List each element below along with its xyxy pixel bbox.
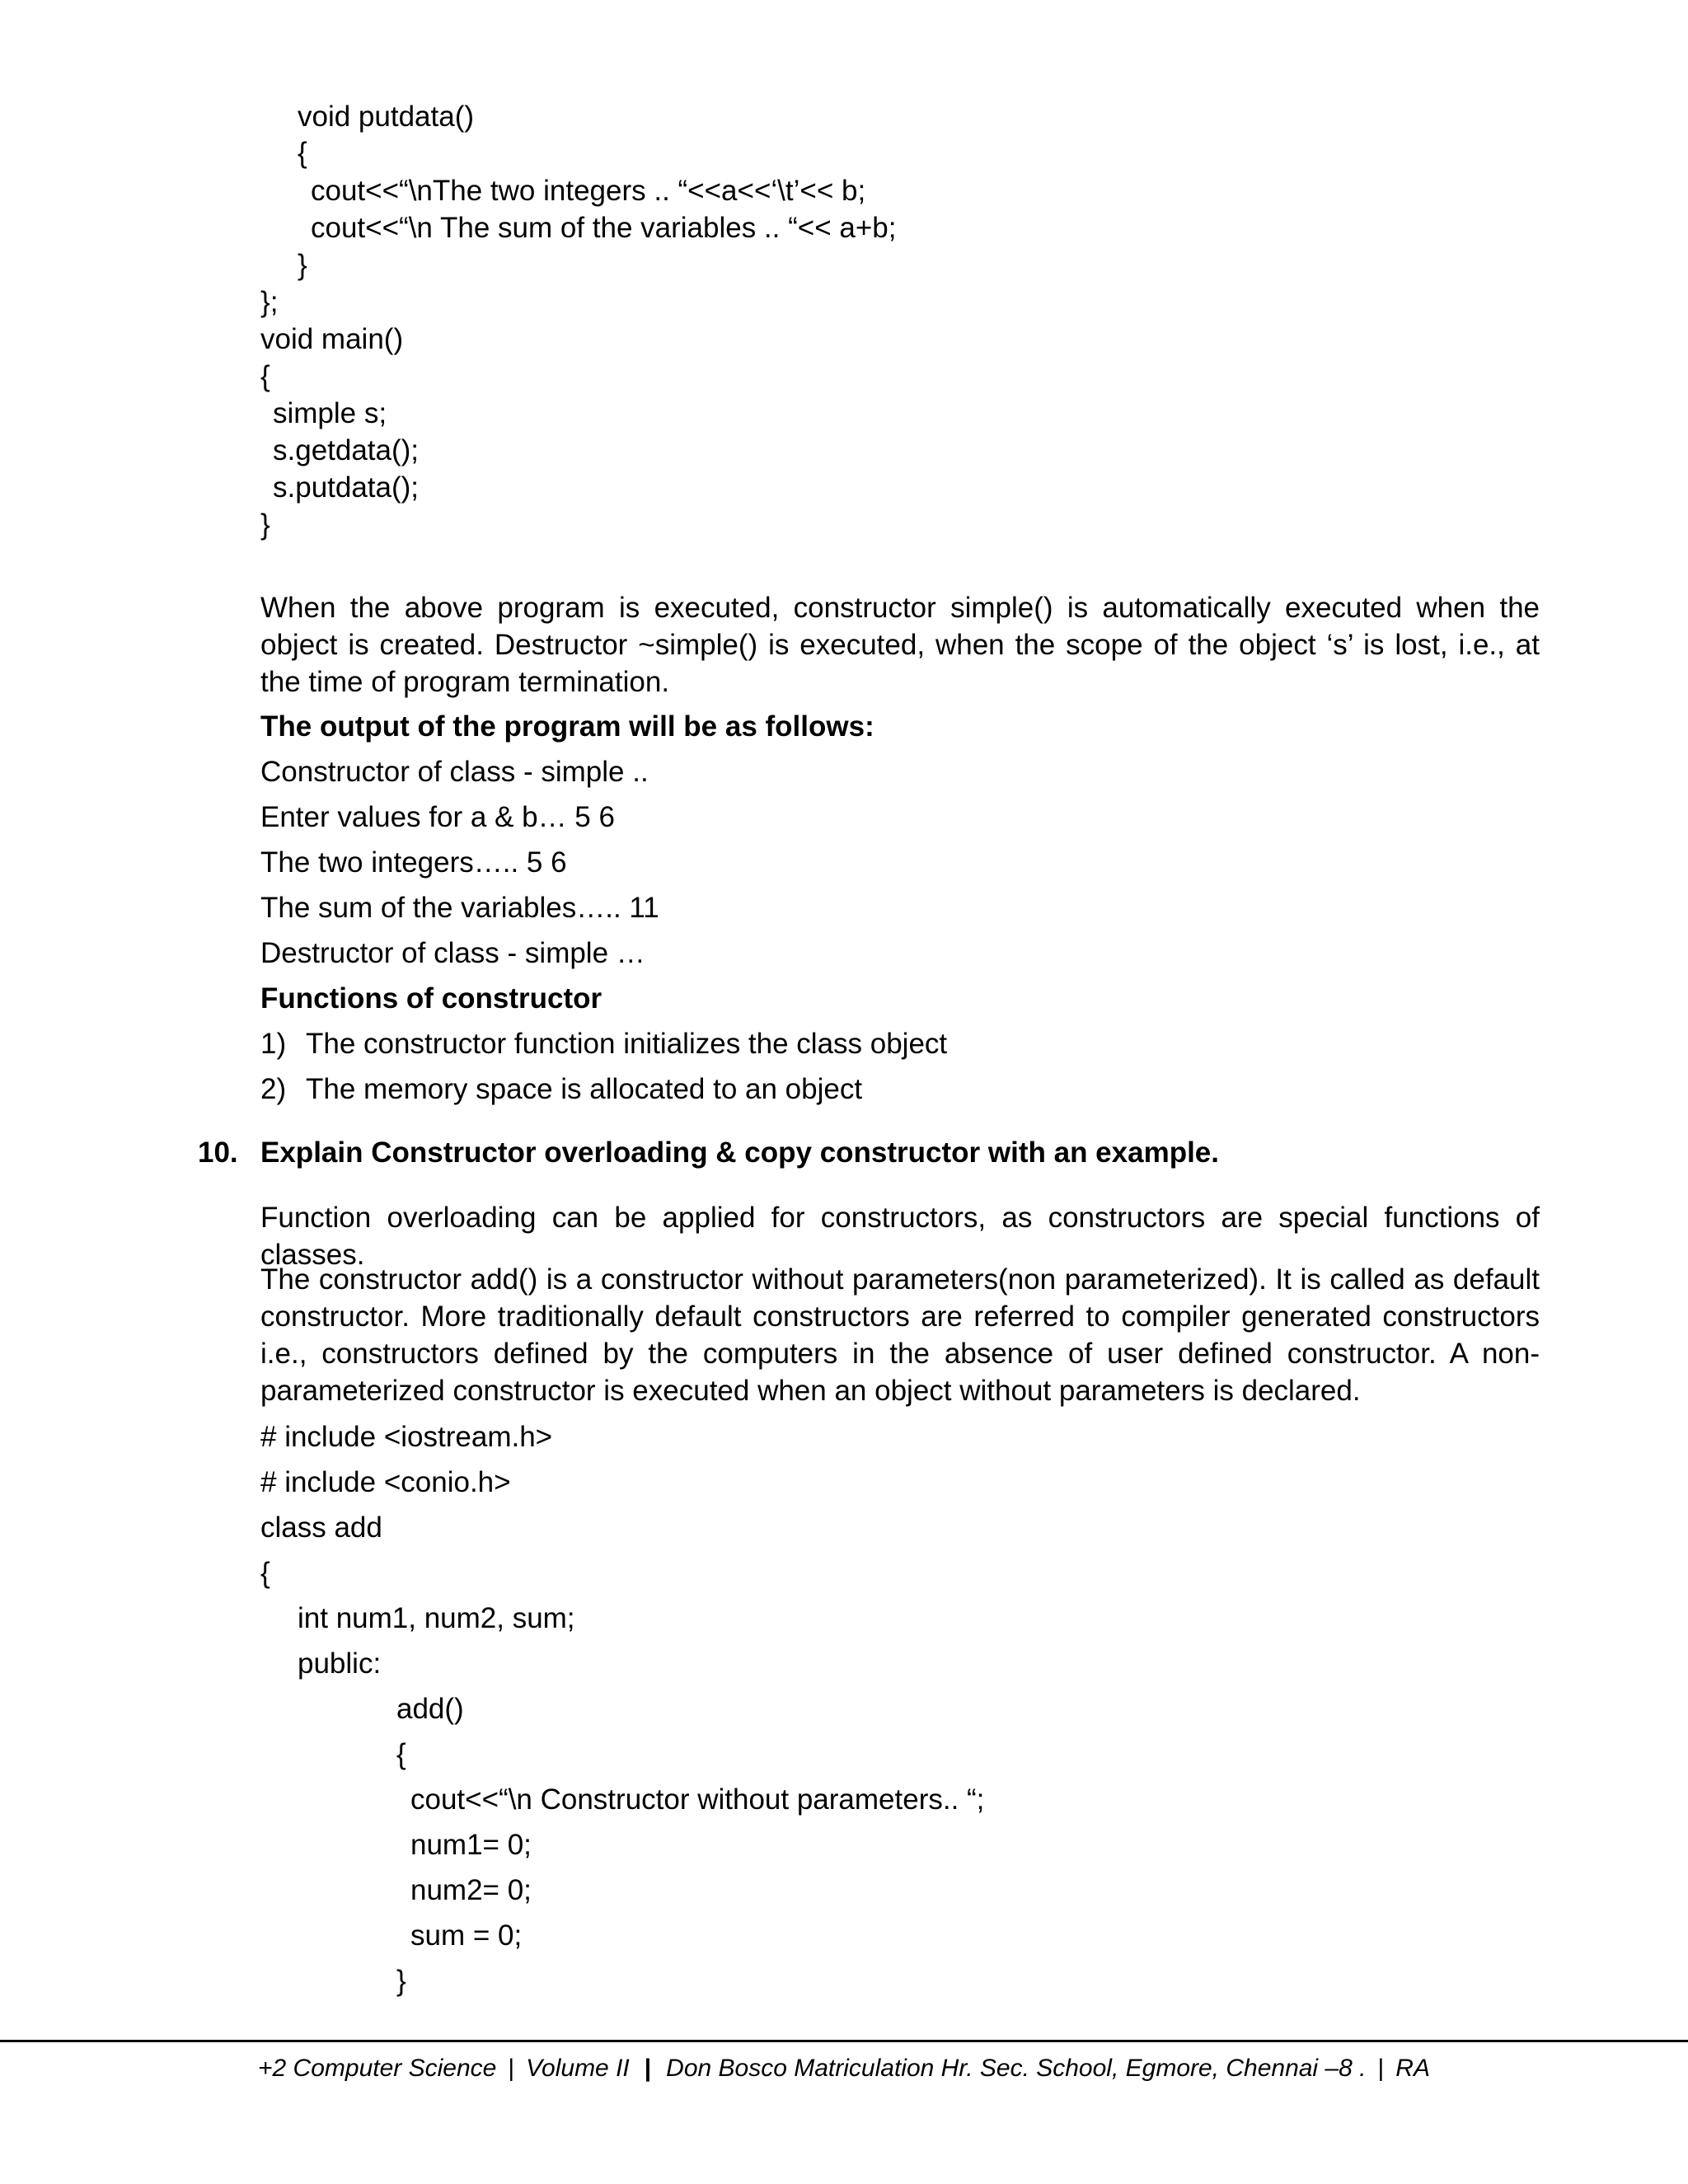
page-footer	[0, 2052, 1688, 2085]
overloading-paragraph: Function overloading can be applied for constructors, as constructors are special functions of classes.	[260, 1202, 1540, 1271]
output-heading: The output of the program will be as follows:	[260, 710, 874, 743]
default-constructor-paragraph: The constructor add() is a constructor without parameters(non parameterized). It is called as default constructor. More traditionally default constructors are referred to compiler generated constructors i.e., constructors defined by the computers in the absence of user defined constructor. A non-parameterized constructor is executed when an object without parameters is declared.	[260, 1263, 1540, 1407]
list-item: The constructor function initializes the class object	[306, 1028, 948, 1060]
code-line: {	[298, 137, 307, 169]
footer-initials: RA	[1395, 2055, 1430, 2082]
code-line: cout<<“\n The sum of the variables .. “<< a+b;	[311, 212, 897, 244]
code-line: sum = 0;	[410, 1919, 523, 1952]
functions-heading: Functions of constructor	[260, 982, 603, 1015]
code-line: # include <iostream.h>	[260, 1421, 553, 1453]
code-line: simple s;	[273, 397, 387, 429]
code-line: void putdata()	[298, 101, 475, 133]
code-line: {	[396, 1738, 406, 1770]
code-line: }	[396, 1965, 406, 1997]
output-line: Enter values for a & b… 5 6	[260, 801, 615, 833]
footer-divider	[0, 2040, 1688, 2042]
code-line: class add	[260, 1511, 382, 1544]
code-line: cout<<“\n Constructor without parameters.. “;	[410, 1783, 985, 1816]
list-number: 2)	[260, 1073, 287, 1105]
output-line: The two integers….. 5 6	[260, 846, 567, 879]
code-line: add()	[396, 1693, 464, 1725]
explanation-paragraph: When the above program is executed, constructor simple() is automatically executed when the object is created. Destructor ~simple() is executed, when the scope of the object ‘s’ is lost, i.e., at the time of program termination.	[260, 592, 1540, 698]
code-line: }	[298, 249, 307, 281]
code-line: # include <conio.h>	[260, 1466, 511, 1498]
output-line: Destructor of class - simple …	[260, 937, 645, 969]
output-line: Constructor of class - simple ..	[260, 756, 649, 788]
question-text: Explain Constructor overloading & copy constructor with an example.	[260, 1137, 1219, 1169]
footer-volume: Volume II	[526, 2055, 630, 2082]
code-line: {	[260, 1557, 270, 1589]
list-number: 1)	[260, 1028, 287, 1060]
code-line: }	[260, 509, 270, 541]
code-line: num2= 0;	[410, 1874, 532, 1906]
code-line: int num1, num2, sum;	[298, 1602, 575, 1634]
code-line: void main()	[260, 323, 404, 355]
footer-course: +2 Computer Science	[258, 2055, 497, 2082]
footer-separator: |	[1377, 2055, 1385, 2082]
code-line: cout<<“\nThe two integers .. “<<a<<‘\t’<< b;	[311, 175, 866, 207]
code-line: s.putdata();	[273, 471, 420, 504]
code-line: num1= 0;	[410, 1829, 532, 1861]
footer-separator: |	[644, 2055, 652, 2082]
question-number: 10.	[198, 1137, 238, 1169]
code-line: };	[260, 286, 279, 318]
code-line: {	[260, 360, 270, 392]
output-line: The sum of the variables….. 11	[260, 892, 659, 924]
code-line: public:	[298, 1647, 382, 1680]
footer-separator: |	[508, 2055, 515, 2082]
list-item: The memory space is allocated to an object	[306, 1073, 863, 1105]
code-line: s.getdata();	[273, 434, 420, 466]
footer-school: Don Bosco Matriculation Hr. Sec. School, Egmore, Chennai –8 .	[666, 2055, 1367, 2082]
